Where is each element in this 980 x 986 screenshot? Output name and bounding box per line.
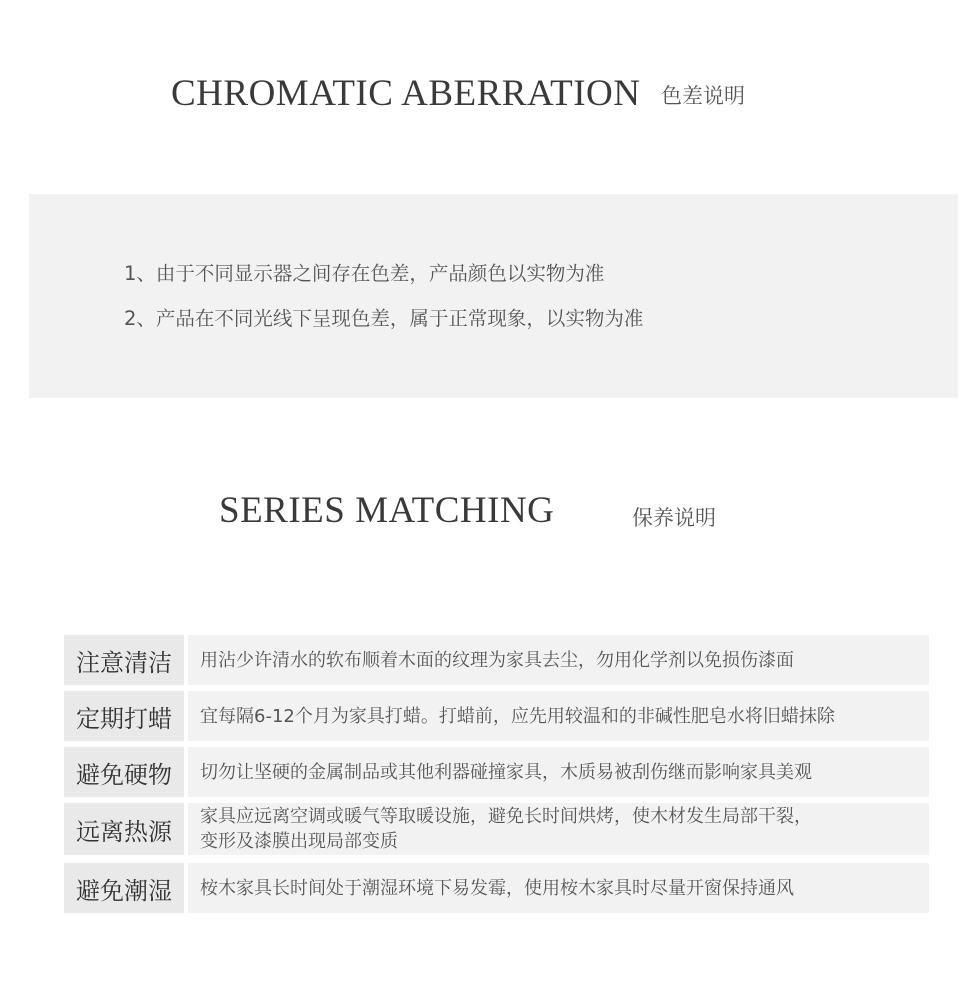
care-text: 宜每隔6-12个月为家具打蜡。打蜡前，应先用较温和的非碱性肥皂水将旧蜡抹除 [188,691,929,741]
care-label: 注意清洁 [64,635,184,685]
chromatic-note-2: 2、产品在不同光线下呈现色差，属于正常现象，以实物为准 [124,307,644,330]
care-text: 切勿让坚硬的金属制品或其他利器碰撞家具，木质易被刮伤继而影响家具美观 [188,747,929,797]
care-label: 避免潮湿 [64,863,184,913]
series-title-en: SERIES MATCHING [219,490,555,531]
care-text: 用沾少许清水的软布顺着木面的纹理为家具去尘，勿用化学剂以免损伤漆面 [188,635,929,685]
care-row-wax [64,691,929,741]
care-row-hard-objects [64,747,929,797]
care-text: 桉木家具长时间处于潮湿环境下易发霉，使用桉木家具时尽量开窗保持通风 [188,863,929,913]
care-label: 远离热源 [64,803,184,855]
care-text: 家具应远离空调或暖气等取暖设施，避免长时间烘烤，使木材发生局部干裂， 变形及漆膜出现局部变质 [188,803,929,855]
care-row-heat [64,803,929,855]
care-row-humidity [64,863,929,913]
care-label: 避免硬物 [64,747,184,797]
chromatic-notes-box [29,194,958,398]
chromatic-title-cn: 色差说明 [661,84,745,108]
chromatic-note-1: 1、由于不同显示器之间存在色差，产品颜色以实物为准 [124,262,605,285]
series-title-cn: 保养说明 [632,506,716,530]
care-label: 定期打蜡 [64,691,184,741]
care-row-clean [64,635,929,685]
chromatic-title-en: CHROMATIC ABERRATION [171,73,641,114]
